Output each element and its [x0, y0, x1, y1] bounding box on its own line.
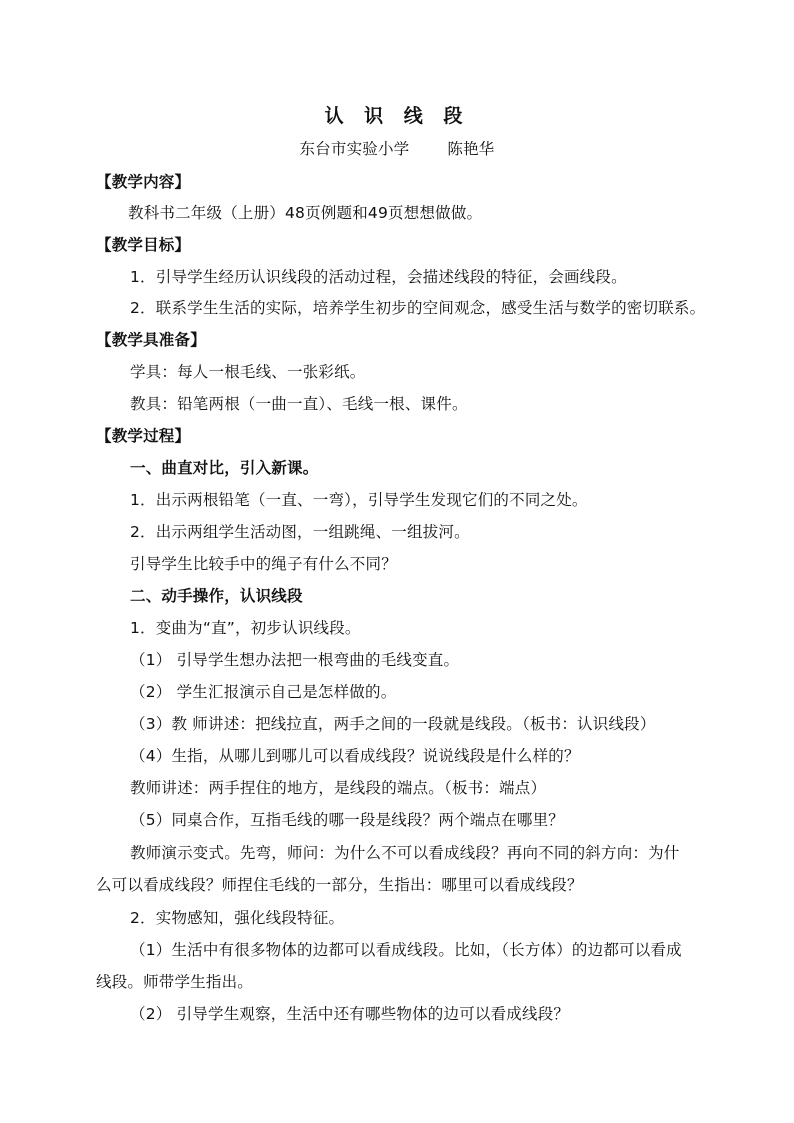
section-heading-content: 【教学内容】: [96, 173, 191, 191]
section-heading-process: 【教学过程】: [96, 427, 191, 445]
process-part1-title: 一、曲直对比，引入新课。: [130, 459, 319, 477]
step2-title: 2．实物感知，强化线段特征。: [130, 909, 345, 927]
step1-title: 1．变曲为“直”，初步认识线段。: [130, 619, 361, 637]
process-part2-title: 二、动手操作，认识线段: [130, 587, 303, 605]
author-line: [0, 139, 794, 159]
step2-item-a-line-1: （1）生活中有很多物体的边都可以看成线段。比如，（长方体）的边都可以看成: [130, 941, 682, 959]
step1-demo-line-2: 么可以看成线段？师捏住毛线的一部分，生指出：哪里可以看成线段？: [96, 876, 583, 894]
section-heading-goals: 【教学目标】: [96, 236, 191, 254]
goal-item-2: 2．联系学生生活的实际，培养学生初步的空间观念，感受生活与数学的密切联系。: [130, 299, 706, 317]
process-part1-item2: 2．出示两组学生活动图，一组跳绳、一组拔河。: [130, 523, 470, 541]
step1-item-d: （4）生指，从哪儿到哪儿可以看成线段？说说线段是什么样的？: [130, 747, 580, 765]
content-text: 教科书二年级（上册）48页例题和49页想想做做。: [128, 204, 483, 222]
tools-students: 学具：每人一根毛线、一张彩纸。: [130, 363, 366, 381]
step2-item-b: （2） 引导学生观察，生活中还有哪些物体的边可以看成线段？: [130, 1005, 570, 1023]
process-part1-item1: 1．出示两根铅笔（一直、一弯），引导学生发现它们的不同之处。: [130, 491, 588, 509]
step1-demo-line-1: 教师演示变式。先弯，师问：为什么不可以看成线段？再向不同的斜方向：为什: [130, 844, 680, 862]
step2-item-a-line-2: 线段。师带学生指出。: [96, 973, 254, 991]
step1-item-e: （5）同桌合作，互指毛线的哪一段是线段？两个端点在哪里？: [130, 811, 564, 829]
step1-item-c: （3）教 师讲述：把线拉直，两手之间的一段就是线段。（板书：认识线段）: [130, 715, 656, 733]
step1-item-b: （2） 学生汇报演示自己是怎样做的。: [130, 683, 397, 701]
step1-item-a: （1） 引导学生想办法把一根弯曲的毛线变直。: [130, 651, 460, 669]
process-part1-guide: 引导学生比较手中的绳子有什么不同？: [130, 555, 397, 573]
tools-teacher: 教具：铅笔两根（一曲一直）、毛线一根、课件。: [130, 395, 468, 413]
goal-item-1: 1．引导学生经历认识线段的活动过程，会描述线段的特征，会画线段。: [130, 268, 627, 286]
step1-teacher-note: 教师讲述：两手捏住的地方，是线段的端点。（板书：端点）: [130, 779, 547, 797]
author-name: 陈艳华: [447, 140, 495, 158]
section-heading-tools: 【教学具准备】: [96, 331, 206, 349]
author-school: 东台市实验小学: [299, 140, 410, 158]
page-title: 认 识 线 段: [324, 105, 470, 127]
